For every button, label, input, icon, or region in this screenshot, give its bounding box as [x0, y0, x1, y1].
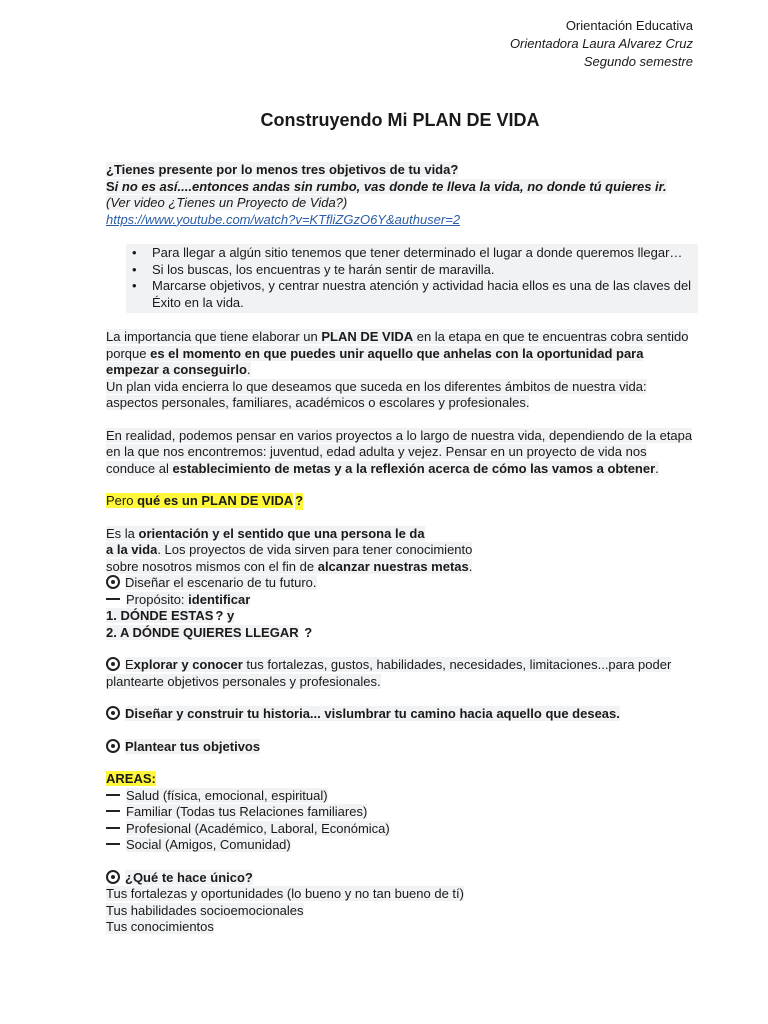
explore-item: Explorar y conocer tus fortalezas, gustos, habilidades, necesidades, limitaciones...para poder plantearte objetivos personales y profesionales.: [106, 657, 672, 689]
definition-paragraph: Es la orientación y el sentido que una persona le da a la vida. Los proyectos de vida sirven para tener conocimiento sobre nosotros mismos con el fin de alcanzar nuestras metas.: [106, 525, 473, 574]
projects-paragraph: En realidad, podemos pensar en varios proyectos a lo largo de nuestra vida, dependiendo de la etapa en la que nos encontremos: juventud, edad adulta y vejez. Pensar en un proyecto de vida nos conduce al establecimiento de metas y a la reflexión acerca de cómo las vamos a obtener.: [106, 427, 693, 476]
purpose-item: Propósito: identificar: [106, 592, 698, 609]
header-subject: Orientación Educativa: [565, 18, 693, 33]
list-item: Tus fortalezas y oportunidades (lo bueno y no tan bueno de tí): [106, 886, 464, 901]
target-icon: [106, 657, 120, 671]
list-item: • Si los buscas, los encuentras y te harán sentir de maravilla.: [152, 262, 692, 279]
question-mark-icon: ?: [304, 624, 313, 640]
document-header: [510, 17, 693, 71]
dash-icon: [106, 598, 120, 600]
objectives-item: Plantear tus objetivos: [106, 739, 698, 756]
header-semester: Segundo semestre: [583, 54, 693, 69]
where-are-you-item: 1. DÓNDE ESTAS ? y: [106, 608, 235, 623]
question-mark-icon: ?: [215, 608, 224, 623]
target-icon: [106, 739, 120, 753]
unique-list: [106, 886, 698, 936]
list-item: • Marcarse objetivos, y centrar nuestra atención y actividad hacia ellos es una de las claves del Éxito en la vida.: [152, 278, 692, 311]
dash-icon: [106, 810, 120, 812]
list-item: Social (Amigos, Comunidad): [106, 837, 698, 854]
plan-description: Un plan vida encierra lo que deseamos que suceda en los diferentes ámbitos de nuestra vida: aspectos personales, familiares, académicos o escolares y profesionales.: [106, 378, 647, 410]
what-is-plan-heading: Pero qué es un PLAN DE VIDA ?: [106, 493, 304, 508]
video-note: (Ver video ¿Tienes un Proyecto de Vida?): [106, 195, 348, 210]
intro-line2: Si no es así....entonces andas sin rumbo, vas donde te lleva la vida, no donde tú quieres ir.: [106, 178, 667, 194]
bullet-list: [126, 244, 698, 313]
importance-paragraph: La importancia que tiene elaborar un PLAN DE VIDA en la etapa en que te encuentras cobra sentido porque es el momento en que puedes unir aquello que anhelas con la oportunidad para empezar a conseguirlo.: [106, 329, 689, 377]
where-go-item: 2. A DÓNDE QUIERES LLEGAR ?: [106, 624, 313, 640]
list-item: Profesional (Académico, Laboral, Económica): [106, 821, 698, 838]
target-icon: [106, 870, 120, 884]
target-icon: [106, 706, 120, 720]
list-item: • Para llegar a algún sitio tenemos que tener determinado el lugar a donde queremos llegar…: [152, 245, 692, 262]
design-future-item: Diseñar el escenario de tu futuro.: [106, 575, 698, 592]
list-item: Tus habilidades socioemocionales: [106, 902, 304, 918]
document-body: [106, 162, 698, 936]
question-mark-icon: ?: [295, 493, 304, 508]
areas-list: [106, 788, 698, 854]
intro-section: [106, 162, 698, 228]
header-teacher: Orientadora Laura Alvarez Cruz: [509, 36, 693, 51]
list-item: Tus conocimientos: [106, 919, 214, 934]
dash-icon: [106, 827, 120, 829]
list-item: Salud (física, emocional, espiritual): [106, 788, 698, 805]
target-icon: [106, 575, 120, 589]
video-link[interactable]: https://www.youtube.com/watch?v=KTfliZGzO6Y&authuser=2: [106, 211, 461, 227]
list-item: Familiar (Todas tus Relaciones familiares): [106, 804, 698, 821]
story-item: Diseñar y construir tu historia... vislumbrar tu camino hacia aquello que deseas.: [106, 706, 698, 723]
areas-label: AREAS:: [106, 771, 156, 786]
intro-question: ¿Tienes presente por lo menos tres objetivos de tu vida?: [106, 162, 459, 177]
dash-icon: [106, 794, 120, 796]
document-title: Construyendo Mi PLAN DE VIDA: [260, 110, 540, 130]
dash-icon: [106, 843, 120, 845]
unique-heading: ¿Qué te hace único?: [106, 870, 698, 887]
